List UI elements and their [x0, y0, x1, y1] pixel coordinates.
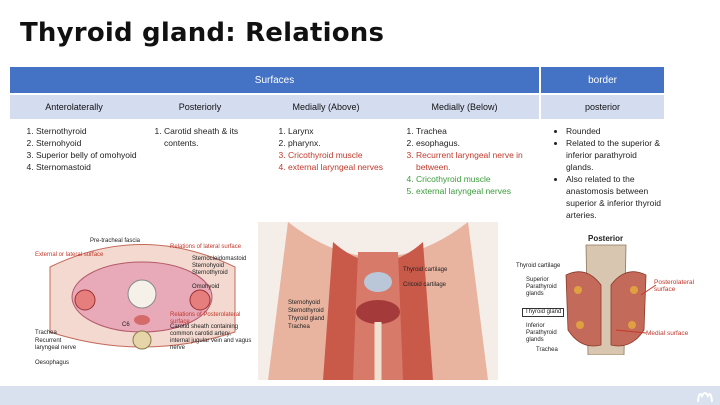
col-posterior: posterior [540, 94, 664, 119]
list-item: 1. Sternothyroid [36, 125, 138, 137]
list-item: • Also related to the anastomosis between superior & inferior thyroid arteries. [566, 173, 664, 221]
list-item: 1. Trachea [416, 125, 540, 137]
label-relations-posterolateral: Relations of Posterolateral surface [170, 312, 241, 325]
cell-posteriorly [138, 119, 262, 221]
list-item: 2. pharynx. [288, 137, 390, 149]
border-header: border [540, 67, 664, 94]
cross-section-figure [30, 222, 255, 372]
list-item: 1. Carotid sheath & its contents. [164, 125, 262, 149]
label-c6: C6 [122, 322, 130, 328]
list-item: 2. Sternohyoid [36, 137, 138, 149]
label-medial-surface: Medial surface [646, 330, 689, 337]
list-item: 4. external laryngeal nerves [288, 161, 390, 173]
label-pretracheal: Pre-tracheal fascia [90, 238, 141, 244]
list-item: 3. Cricothyroid muscle [288, 149, 390, 161]
label-sternohyoid: Sternohyoid [288, 300, 321, 306]
neck-anatomy-figure [258, 222, 498, 380]
list-item: 3. Recurrent laryngeal nerve in between. [416, 149, 540, 173]
cell-posterior [540, 119, 664, 221]
label-posterolateral: Posterolateral surface [654, 279, 695, 293]
label-inferior-parathyroid: Inferior Parathyroid glands [526, 323, 557, 343]
cell-medially-above [262, 119, 390, 221]
label-sternocleido: Sternocleidomastoid [192, 256, 247, 262]
label-carotid: Carotid sheath containing common carotid artery, internal jugular vein and vagus nerve [170, 324, 252, 351]
label-trachea: Trachea [35, 330, 57, 336]
col-posteriorly: Posteriorly [138, 94, 262, 119]
label-sternothyroid: Sternothyroid [192, 270, 228, 276]
list-item: 3. Superior belly of omohyoid [36, 149, 138, 161]
list-item: 2. esophagus. [416, 137, 540, 149]
relations-table [10, 67, 664, 221]
col-medially-above: Medially (Above) [262, 94, 390, 119]
col-anterolaterally: Anterolaterally [10, 94, 138, 119]
list-item: 1. Larynx [288, 125, 390, 137]
label-trachea: Trachea [536, 347, 558, 353]
label-lateral-surface: External or lateral surface [35, 252, 104, 258]
label-trachea: Trachea [288, 324, 310, 330]
label-sternohyoid: Sternohyoid [192, 263, 225, 269]
label-posterior: Posterior [588, 235, 624, 243]
label-relations-lateral: Relations of lateral surface [170, 244, 242, 250]
col-medially-below: Medially (Below) [390, 94, 540, 119]
list-item: • Rounded [566, 125, 664, 137]
label-thyroid-cartilage: Thyroid cartilage [403, 267, 448, 273]
label-omohyoid: Omohyoid [192, 284, 220, 290]
label-oesophagus: Oesophagus [35, 360, 70, 366]
cell-medially-below [390, 119, 540, 221]
label-recurrent: Recurrent laryngeal nerve [35, 338, 77, 351]
label-thyroid-gland: Thyroid gland [288, 316, 325, 322]
list-item: • Related to the superior & inferior parathyroid glands. [566, 137, 664, 173]
posterior-view-figure [516, 235, 696, 355]
cell-anterolaterally [10, 119, 138, 221]
footer-bar [0, 386, 720, 405]
label-cricoid-cartilage: Cricoid cartilage [403, 282, 447, 288]
list-item: 5. external laryngeal nerves [416, 185, 540, 197]
slide-title: Thyroid gland: Relations [20, 18, 385, 48]
label-thyroid-cartilage: Thyroid cartilage [516, 263, 561, 269]
label-thyroid-gland: Thyroid gland [522, 308, 564, 317]
surfaces-header: Surfaces [10, 67, 540, 94]
list-item: 4. Sternomastoid [36, 161, 138, 173]
label-sternothyroid: Sternothyroid [288, 308, 324, 314]
label-superior-parathyroid: Superior Parathyroid glands [526, 277, 557, 297]
logo-icon [696, 388, 714, 404]
list-item: 4. Cricothyroid muscle [416, 173, 540, 185]
